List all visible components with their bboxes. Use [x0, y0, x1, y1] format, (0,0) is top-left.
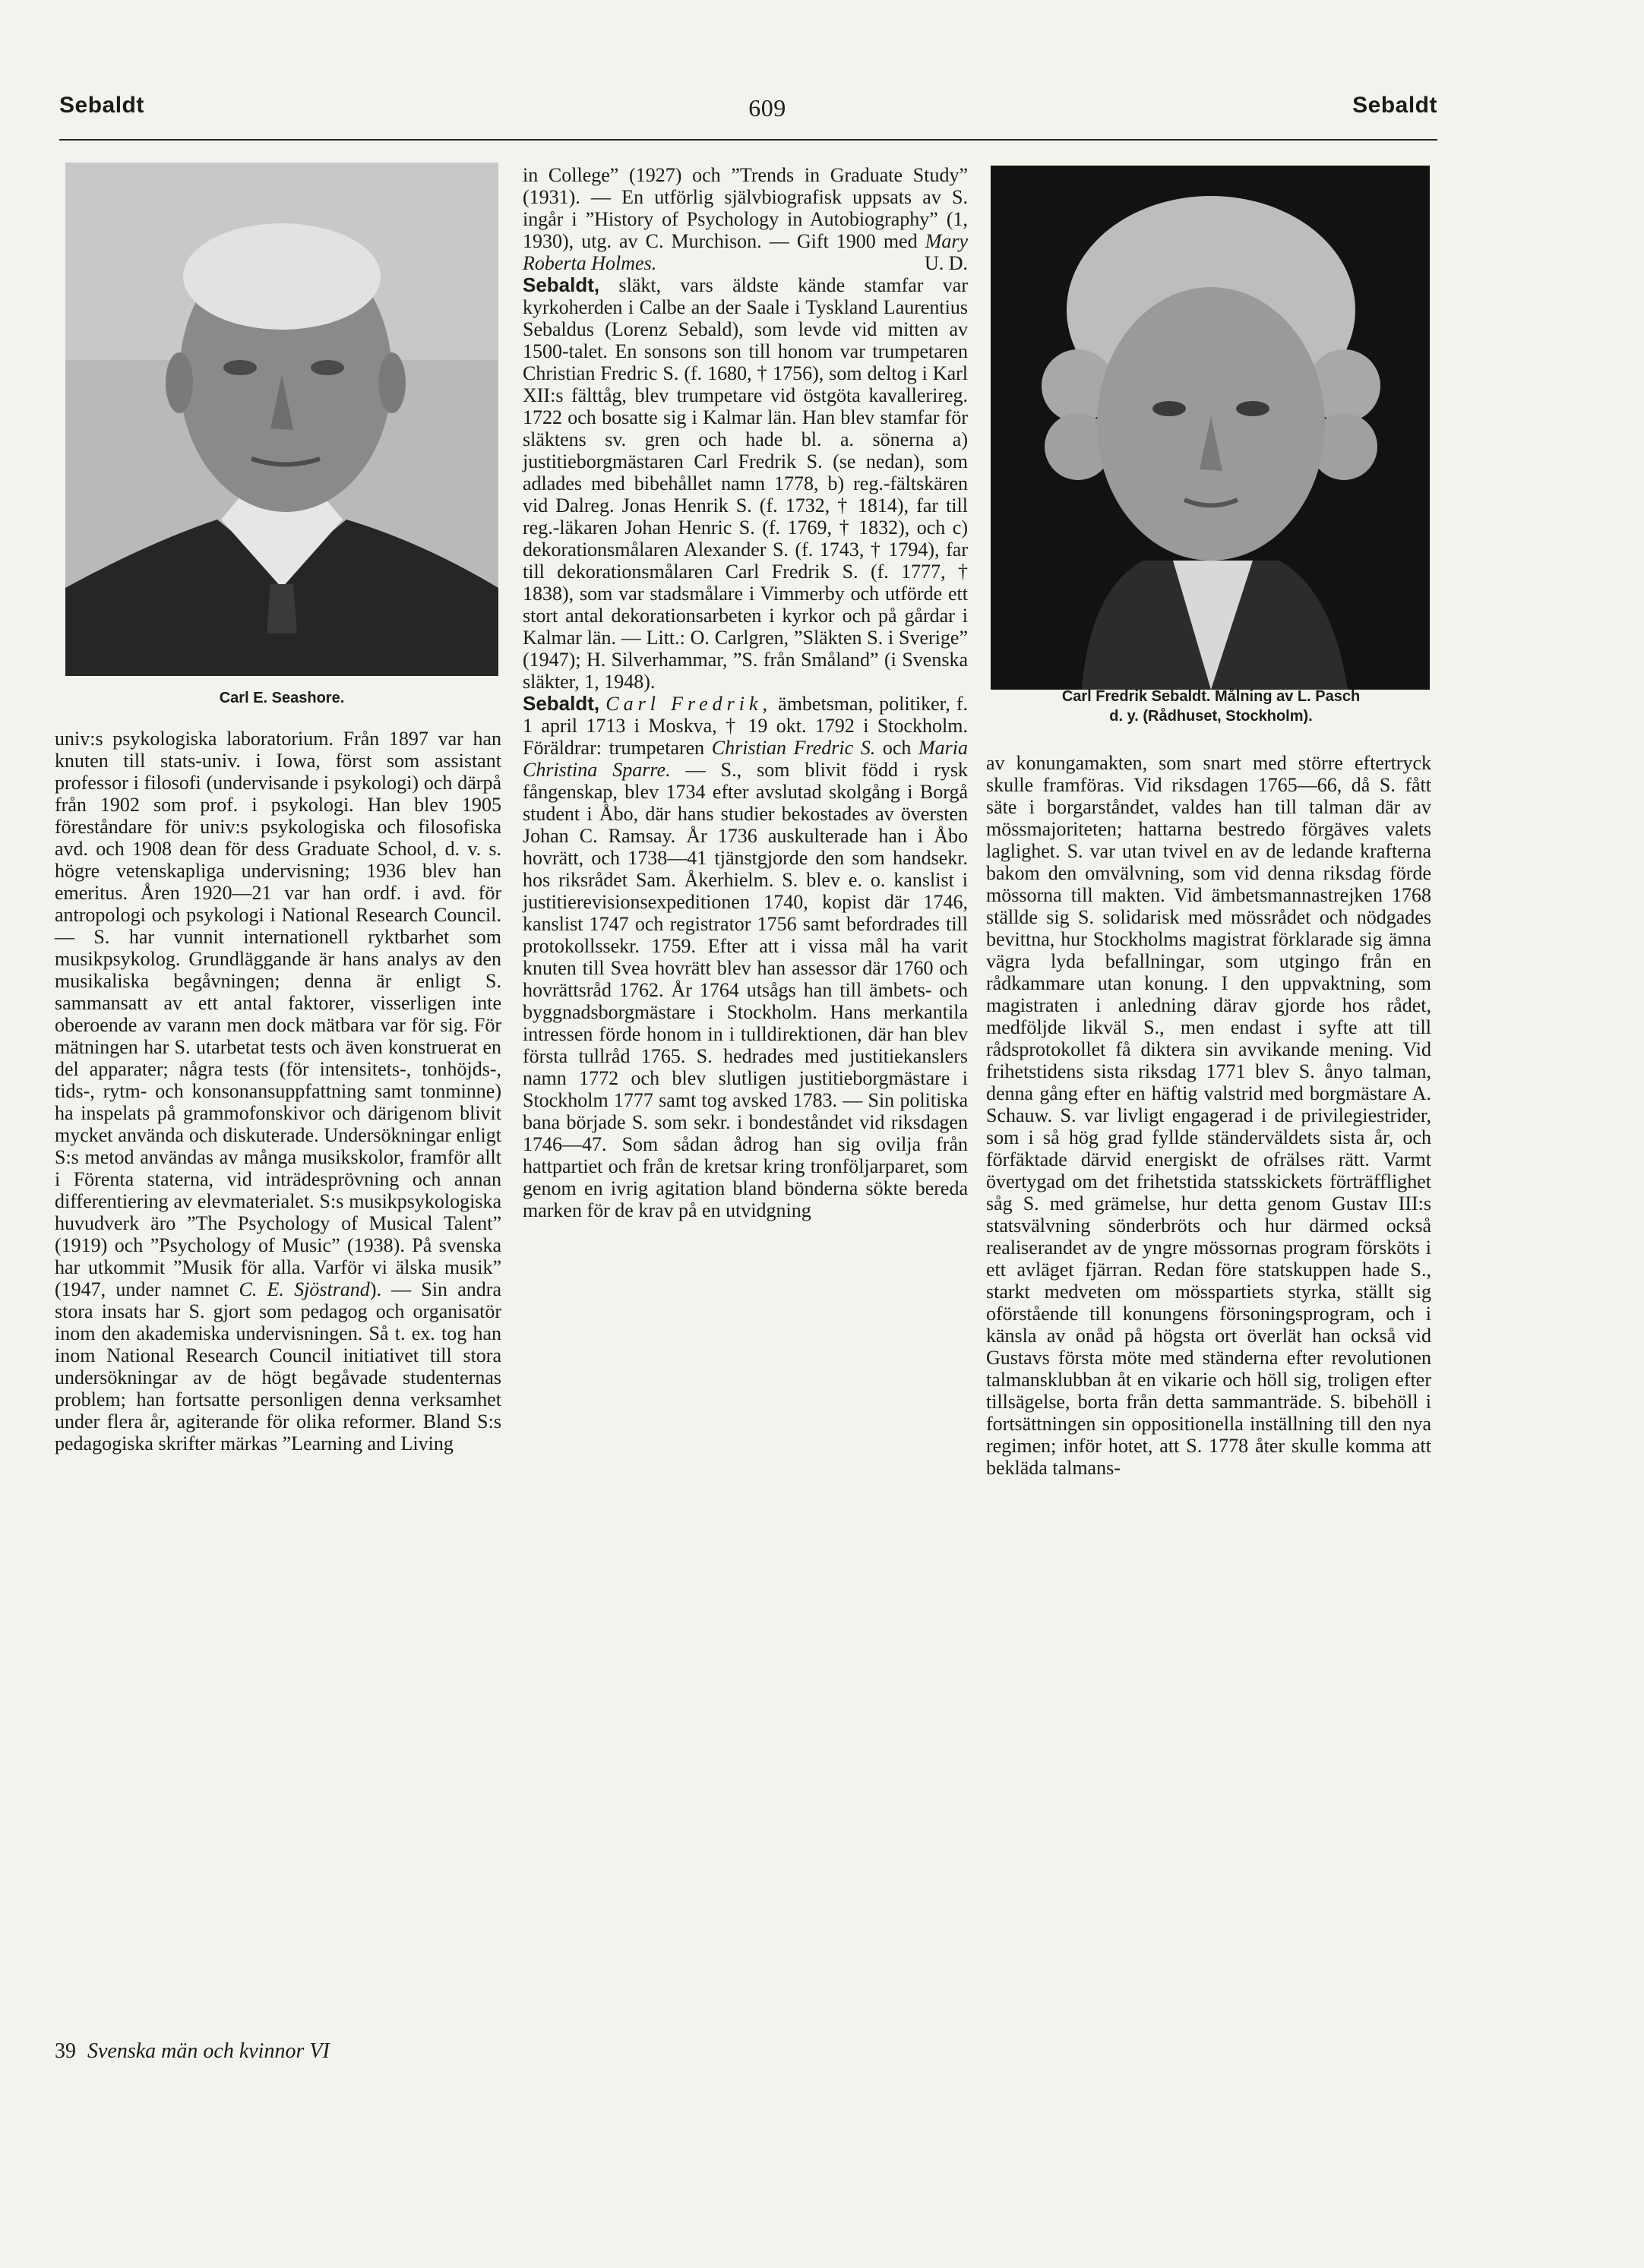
family-entry-text: släkt, vars äldste kände stamfar var kyrkoherden i Calbe an der Saale i Tyskland Laurentius Sebaldus (Lorenz Sebald), som levde vid mitten av 1500-talet. En sonsons son till honom var trumpetaren Christian Fredric S. (f. 1680, † 1756), som deltog i Karl XII:s fälttåg, blev trumpetare vid östgöta kavallerireg. 1722 och bosatte sig i Kalmar län. Han blev stamfar för släktens sv. gren och hade bl. a. sönerna a) justitieborgmästaren Carl Fredrik S. (se nedan), som adlades med bibehållet namn 1778, b) reg.-fältskären vid Dalreg. Jonas Henrik S. (f. 1732, † 1814), far till reg.-läkaren Johan Henric S. (f. 1769, † 1832), och c) dekorationsmålaren Alexander S. (f. 1743, † 1794), far till dekorationsmålaren Carl Fredrik S. (f. 1777, † 1838), som var stadsmålare i Vimmerby och utförde ett stort antal dekorationsarbeten i kyrkor och på gårdar i Kalmar län. — Litt.: O. Carlgren, ”Släkten S. i Sverige” (1947); H. Silverhammar, ”S. från Småland” (i Svenska släkter, 1, 1948). — [523, 274, 968, 693]
caption-sebaldt-line2: d. y. (Rådhuset, Stockholm). — [1109, 708, 1313, 725]
spouse-name: Mary Roberta Holmes. — [523, 230, 969, 274]
header-rule — [59, 139, 1437, 141]
signature-number: 39 — [55, 2039, 76, 2063]
caption-sebaldt-line1: Carl Fredrik Sebaldt. Målning av L. Pasch — [1061, 688, 1361, 705]
page-number: 609 — [748, 94, 786, 122]
column-1 — [55, 728, 501, 1455]
footer-signature — [55, 2039, 330, 2064]
translator-name: C. E. Sjöstrand — [239, 1278, 370, 1300]
family-entry-head: Sebaldt, — [523, 273, 600, 296]
seashore-end-paragraph — [523, 164, 968, 274]
seashore-continued-paragraph — [55, 728, 501, 1455]
person-entry-name: Carl Fredrik, — [605, 693, 773, 715]
author-signature: U. D. — [924, 252, 968, 274]
person-entry — [523, 693, 968, 1221]
caption-sebaldt — [980, 687, 1442, 726]
portrait-sebaldt-image — [991, 166, 1430, 690]
col1-text-after: ). — Sin andra stora insats har S. gjort som pedagog och organisatör inom den akademiska undervisningen. Så t. ex. tog han inom National Research Council initiativet till stora undersökningar av de högt begåvade studenternas problem; han fortsatte personligen denna verksamhet under flera år, agiterande för olika reformer. Bland S:s pedagogiska skrifter märkas ”Learning and Living — [55, 1278, 501, 1455]
portrait-seashore — [65, 163, 498, 676]
column-2 — [523, 164, 968, 1221]
column-3 — [986, 752, 1431, 1479]
work-title: Svenska män och kvinnor VI — [87, 2039, 330, 2063]
person-entry-head: Sebaldt, — [523, 692, 600, 715]
caption-seashore: Carl E. Seashore. — [219, 690, 345, 706]
och-word: och — [882, 737, 912, 759]
col2-p1-text: in College” (1927) och ”Trends in Graduate Study” (1931). — En utförlig självbiografisk uppsats av S. ingår i ”History of Psychology in Autobiography” (1, 1930), utg. av C. Murchison. — Gift 1900 med — [523, 164, 968, 252]
sebaldt-continued-paragraph: av konungamakten, som snart med större eftertryck skulle framföras. Vid riksdagen 1765—66, då S. fått säte i borgarståndet, valdes han till talman där av mössmajoriteten; hattarna bestredo förgäves valets laglighet. S. var utan tvivel en av de ledande krafterna bakom den omvälvning, som vid denna riksdag förde mössorna till makten. Vid ämbetsmannastrejken 1768 ställde sig S. solidarisk med mössrådet och nödgades bevittna, hur Stockholms magistrat förklarade sig ämna vägra lyda befallningar, som utgingo från en rådkammare utan konung. I den uppvaktning, som magistraten i anledning därav gjorde hos rådet, medföljde likväl S., men endast i syfte att till rådsprotokollet få diktera sin avvikande mening. Vid frihetstidens sista riksdag 1771 blev S. ånyo talman, denna gång efter en häftig valstrid med borgmästare A. Schauw. S. var livligt engagerad i de privilegiestrider, som i så hög grad fyllde ständerväldets sista år, och förfäktade därvid energiskt de ofrälses rätt. Varmt övertygad om det frihetstida statsskickets förträfflighet såg S. med grämelse, hur detta genom Gustav III:s statsvälvning sönderbröts och hur därmed också realiserandet av de yngre mössornas program försköts i ett avläget fjärran. Redan före statskuppen hade S., starkt medveten om mösspartiets styrka, ställt sig oförstående till konungens försoningsprogram, och i känsla av onåd på högsta ort överlät han också vid Gustavs första möte med ständerna efter revolutionen talmansklubban åt en vikarie och höll sig, troligen efter tillsägelse, borta från detta sammanträde. S. bibehöll i fortsättningen sin oppositionella inställning till den nya regimen; inför hotet, att S. 1778 åter skulle komma att bekläda talmans- — [986, 752, 1431, 1479]
col1-text: univ:s psykologiska laboratorium. Från 1897 var han knuten till stats-univ. i Iowa, först som assistant professor i filosofi (undervisande i psykologi) och därpå från 1902 som prof. i psykologi. Han blev 1905 föreståndare för univ:s psykologiska och filosofiska avd. och 1908 dean för dess Graduate School, d. v. s. högre vetenskapliga undervisning; 1936 blev han emeritus. Åren 1920—21 var han ordf. i avd. för antropologi och psykologi i National Research Council. — S. har vunnit internationell ryktbarhet som musikpsykolog. Grundläggande är hans analys av den musikaliska begåvningen; denna är enligt S. sammansatt av ett antal faktorer, visserligen inte oberoende av varann men dock mätbara var för sig. För mätningen har S. utarbetat tests och även konstruerat en del apparater; några tests (för intensitets-, tonhöjds-, tids-, rytm- och konsonansuppfattning samt tonminne) ha inspelats på grammofonskivor och därigenom blivit mycket använda och diskuterade. Undersökningar enligt S:s metod användas av många musikskolor, framför allt i Förenta staterna, vid inträdesprövning och annan differentiering av elevmaterialet. S:s musikpsykologiska huvudverk äro ”The Psychology of Musical Talent” (1919) och ”Psychology of Music” (1938). På svenska har utkommit ”Musik för alla. Varför vi älska musik” (1947, under namnet — [55, 728, 501, 1300]
family-entry — [523, 274, 968, 693]
person-entry-text-a: ämbetsman, politiker, f. 1 april 1713 i Moskva, † 19 okt. 1792 i Stockholm. Föräldrar: trumpetaren — [523, 693, 969, 759]
portrait-sebaldt — [991, 166, 1430, 690]
mother-name: Maria Christina Sparre. — [523, 737, 968, 781]
person-entry-text-b: — S., som blivit född i rysk fångenskap, blev 1734 efter avslutad skolgång i Borgå student i Åbo, där hans studier bekostades av översten Johan C. Ramsay. År 1736 auskulterade han i Åbo hovrätt, och 1738—41 tjänstgjorde den som handsekr. hos riksrådet Sam. Åkerhielm. S. blev e. o. kanslist i justitierevisionsexpeditionen 1740, kopist där 1746, kanslist 1747 och registrator 1756 samt befordrades till protokollssekr. 1759. Efter att i vissa mål ha varit knuten till Svea hovrätt blev han assessor där 1760 och hovrättsråd 1762. År 1764 utsågs han till ämbets- och byggnadsborgmästare i Stockholm. Hans merkantila intressen förde honom in i tulldirektionen, där han blev första tullråd 1765. S. hedrades med justitiekanslers namn 1772 och blev slutligen justitieborgmästare i Stockholm 1777 samt tog avsked 1783. — Sin politiska bana började S. som sekr. i bondeståndet vid riksdagen 1746—47. Som sådan ådrog han sig ovilja från hattpartiet och från de kretsar kring tronföljarparet, som genom en ivrig agitation bland bönderna sökte bereda marken för de krav på en utvidgning — [523, 759, 969, 1221]
portrait-seashore-image — [65, 163, 498, 676]
running-head-right: Sebaldt — [1352, 93, 1437, 118]
running-head-left: Sebaldt — [59, 93, 144, 118]
father-name: Christian Fredric S. — [711, 737, 876, 759]
